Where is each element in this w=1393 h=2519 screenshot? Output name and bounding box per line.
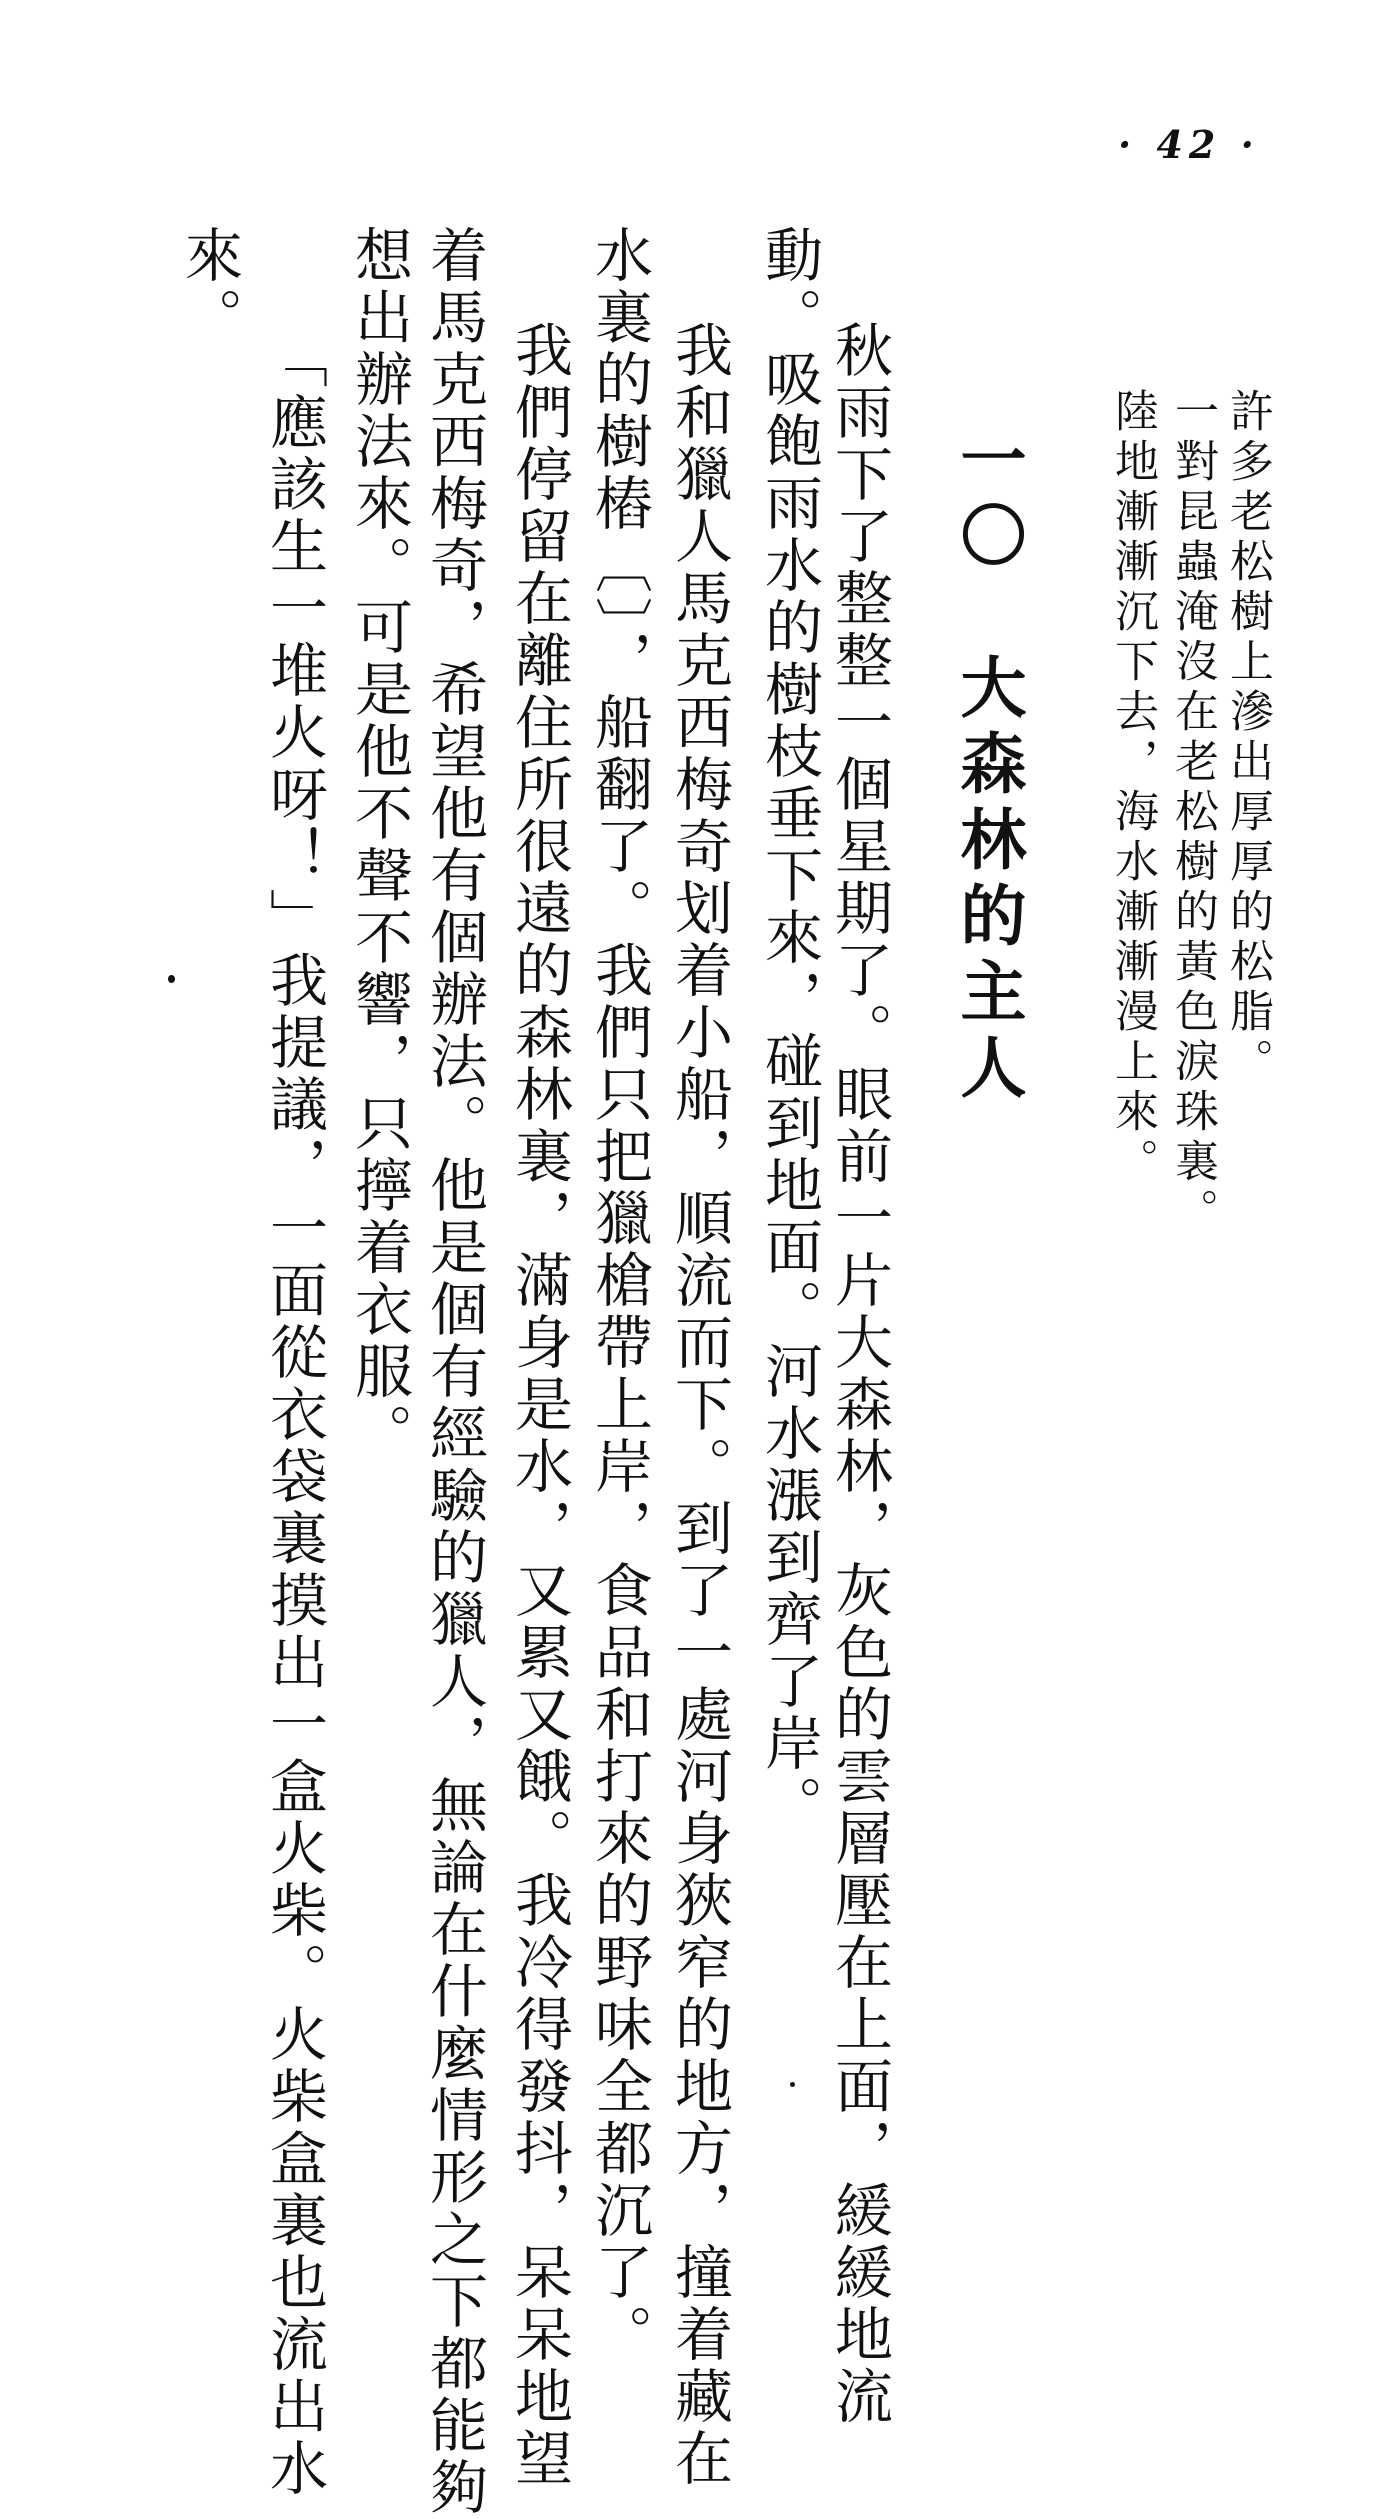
body-line-4: 水裏的樹樁〔〕，船翻了。我們只把獵槍帶上岸，食品和打來的野味全都沉了。 (585, 225, 653, 2366)
body-line-6: 着馬克西梅奇，希望他有個辦法。他是個有經驗的獵人，無論在什麼情形之下都能夠 (420, 225, 488, 2519)
body-line-8: 「應該生一堆火呀！」我提議，一面從衣袋裏摸出一盒火柴。火柴盒裏也流出水 (260, 330, 328, 2500)
top-line-2: 一對昆蟲淹沒在老松樹的黃色淚珠裏。 (1167, 388, 1218, 1238)
top-line-3: 陸地漸漸沉下去，海水漸漸漫上來。 (1107, 388, 1158, 1188)
ink-speck (168, 975, 175, 983)
ink-speck (790, 2082, 795, 2087)
page-number: · 42 · (1118, 122, 1260, 167)
top-line-1: 許多老松樹上滲出厚厚的松脂。 (1222, 388, 1273, 1088)
body-line-9: 來。 (175, 225, 243, 349)
body-line-1: 秋雨下了整整一個星期了。眼前一片大森林，灰色的雲層壓在上面，緩緩地流 (825, 320, 893, 2428)
body-line-2: 動。吸飽雨水的樹枝垂下來，碰到地面。河水漲到齊了岸。 (755, 225, 823, 1837)
body-line-5: 我們停留在離住所很遠的森林裏，滿身是水，又累又餓。我冷得發抖，呆呆地望 (505, 320, 573, 2490)
body-line-7: 想出辦法來。可是他不聲不響，只擰着衣服。 (345, 225, 413, 1465)
body-line-3: 我和獵人馬克西梅奇划着小船，順流而下。到了一處河身狹窄的地方，撞着藏在 (665, 320, 733, 2490)
chapter-title: 一〇 大森林的主人 (949, 425, 1027, 1109)
